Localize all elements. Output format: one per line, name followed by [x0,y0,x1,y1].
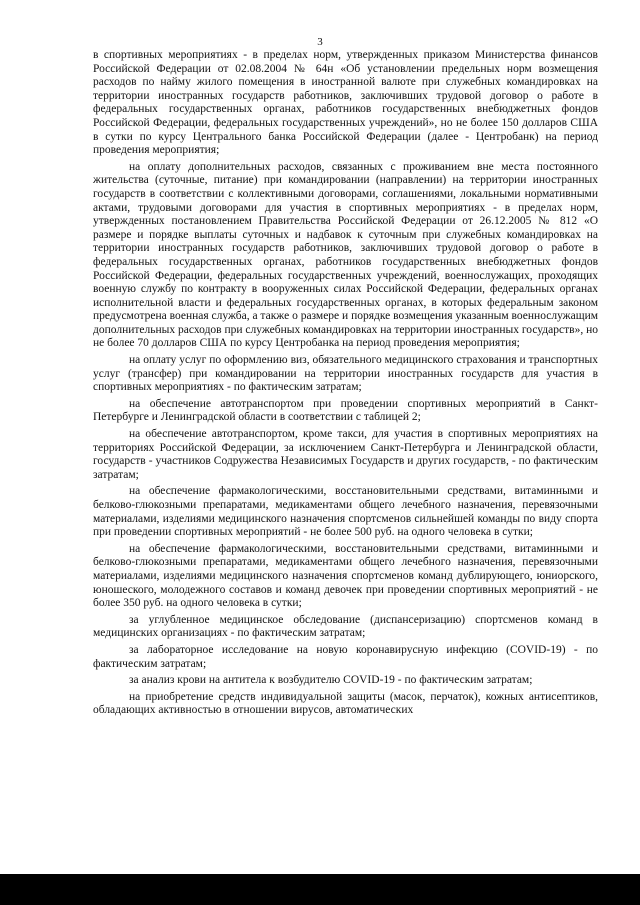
paragraph-7: на обеспечение фармакологическими, восстановительными средствами, витаминными и белково-глюкозными препаратами, медикаментами общего лечебного назначения, перевязочными материалами, изделиями медицинского назначения спортсменов команд дублирующего, юниорского, юношеского, молодежного составов и команд девочек при проведении спортивных мероприятий - не более 350 руб. на одного человека в сутки; [93,542,598,610]
paragraph-2: на оплату дополнительных расходов, связанных с проживанием вне места постоянного жительства (суточные, питание) при командировании (направлении) на территории иностранных государств в соответствии с коллективными договорами, соглашениями, локальными нормативными актами, трудовыми договорами для участия в спортивных мероприятиях - в пределах норм, утвержденных постановлением Правительства Российской Федерации от 26.12.2005 № 812 «О размере и порядке выплаты суточных и надбавок к суточным при служебных командировках на территории иностранных государств работников, заключивших трудовой договор о работе в федеральных государственных органах, работников государственных внебюджетных фондов Российской Федерации, федеральных государственных учреждений, военнослужащих, проходящих военную службу по контракту в вооруженных силах Российской Федерации, федеральных органах исполнительной власти и федеральных государственных органах, в которых федеральным законом предусмотрена военная служба, а также о размере и порядке возмещения указанным военнослужащим дополнительных расходов при служебных командировках на территории иностранных государств», но не более 70 долларов США по курсу Центробанка на период проведения мероприятия; [93,160,599,350]
paragraph-4: на обеспечение автотранспортом при проведении спортивных мероприятий в Санкт-Петербурге и Ленинградской области в соответствии с таблицей 2; [93,397,598,424]
paragraph-5: на обеспечение автотранспортом, кроме такси, для участия в спортивных мероприятиях на территориях Российской Федерации, за исключением Санкт-Петербурга и Ленинградской области, государств - участников Содружества Независимых Государств и других государств, - по фактическим затратам; [93,428,598,481]
page-number: 3 [317,36,323,48]
paragraph-6: на обеспечение фармакологическими, восстановительными средствами, витаминными и белково-глюкозными препаратами, медикаментами общего лечебного назначения, перевязочными материалами, изделиями медицинского назначения спортсменов сильнейшей команды по виду спорта при проведении спортивных мероприятий - не более 500 руб. на одного человека в сутки; [93,485,598,539]
document-body [93,49,598,721]
paragraph-1: в спортивных мероприятиях - в пределах норм, утвержденных приказом Министерства финансов Российской Федерации от 02.08.2004 № 64н «Об установлении предельных норм возмещения расходов по найму жилого помещения в иностранной валюте при служебных командировках на территории иностранных государств работников, заключивших трудовой договор о работе в федеральных государственных органах, работников государственных внебюджетных фондов Российской Федерации, федеральных государственных учреждений», но не более 150 долларов США в сутки по курсу Центрального банка Российской Федерации (далее - Центробанк) на период проведения мероприятия; [93,49,598,157]
paragraph-9: за лабораторное исследование на новую коронавирусную инфекцию (COVID-19) - по фактическим затратам; [93,643,598,670]
paragraph-11: на приобретение средств индивидуальной защиты (масок, перчаток), кожных антисептиков, обладающих активностью в отношении вирусов, автоматических [93,690,598,717]
paragraph-10: за анализ крови на антитела к возбудителю COVID-19 - по фактическим затратам; [129,674,533,687]
scan-edge-bar [0,874,640,905]
paragraph-8: за углубленное медицинское обследование (диспансеризацию) спортсменов команд в медицинских организациях - по фактическим затратам; [93,613,598,640]
paragraph-3: на оплату услуг по оформлению виз, обязательного медицинского страхования и транспортных услуг (трансфер) при командировании на территории иностранных государств для участия в спортивных мероприятиях - по фактическим затратам; [93,354,598,394]
